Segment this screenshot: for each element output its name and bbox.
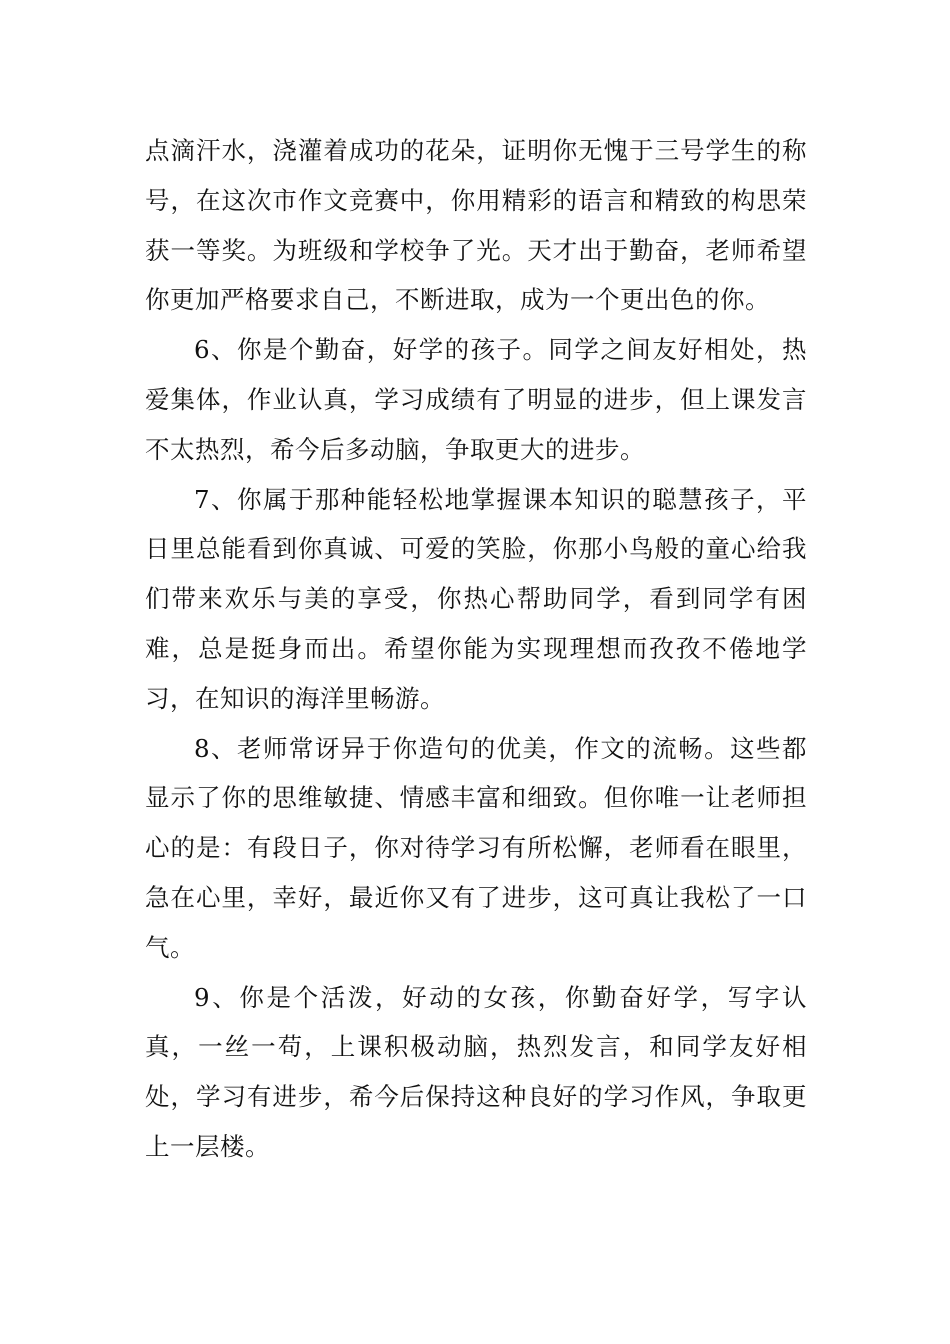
paragraph-comment-6: 6、你是个勤奋，好学的孩子。同学之间友好相处，热爱集体，作业认真，学习成绩有了明显的进步，但上课发言不太热烈，希今后多动脑，争取更大的进步。 — [145, 335, 807, 464]
paragraph-comment-8: 8、老师常讶异于你造句的优美，作文的流畅。这些都显示了你的思维敏捷、情感丰富和细致。但你唯一让老师担心的是：有段日子，你对待学习有所松懈，老师看在眼里，急在心里，幸好，最近你又有了进步，这可真让我松了一口气。 — [145, 733, 807, 962]
document-body — [145, 126, 807, 1172]
paragraph-continuation: 点滴汗水，浇灌着成功的花朵，证明你无愧于三号学生的称号，在这次市作文竞赛中，你用精彩的语言和精致的构思荣获一等奖。为班级和学校争了光。天才出于勤奋，老师希望你更加严格要求自己，不断进取，成为一个更出色的你。 — [145, 136, 807, 315]
paragraph-comment-9: 9、你是个活泼，好动的女孩，你勤奋好学，写字认真，一丝一苟，上课积极动脑，热烈发言，和同学友好相处，学习有进步，希今后保持这种良好的学习作风，争取更上一层楼。 — [145, 982, 807, 1161]
paragraph-comment-7: 7、你属于那种能轻松地掌握课本知识的聪慧孩子，平日里总能看到你真诚、可爱的笑脸，你那小鸟般的童心给我们带来欢乐与美的享受，你热心帮助同学，看到同学有困难，总是挺身而出。希望你能为实现理想而孜孜不倦地学习，在知识的海洋里畅游。 — [145, 484, 807, 713]
